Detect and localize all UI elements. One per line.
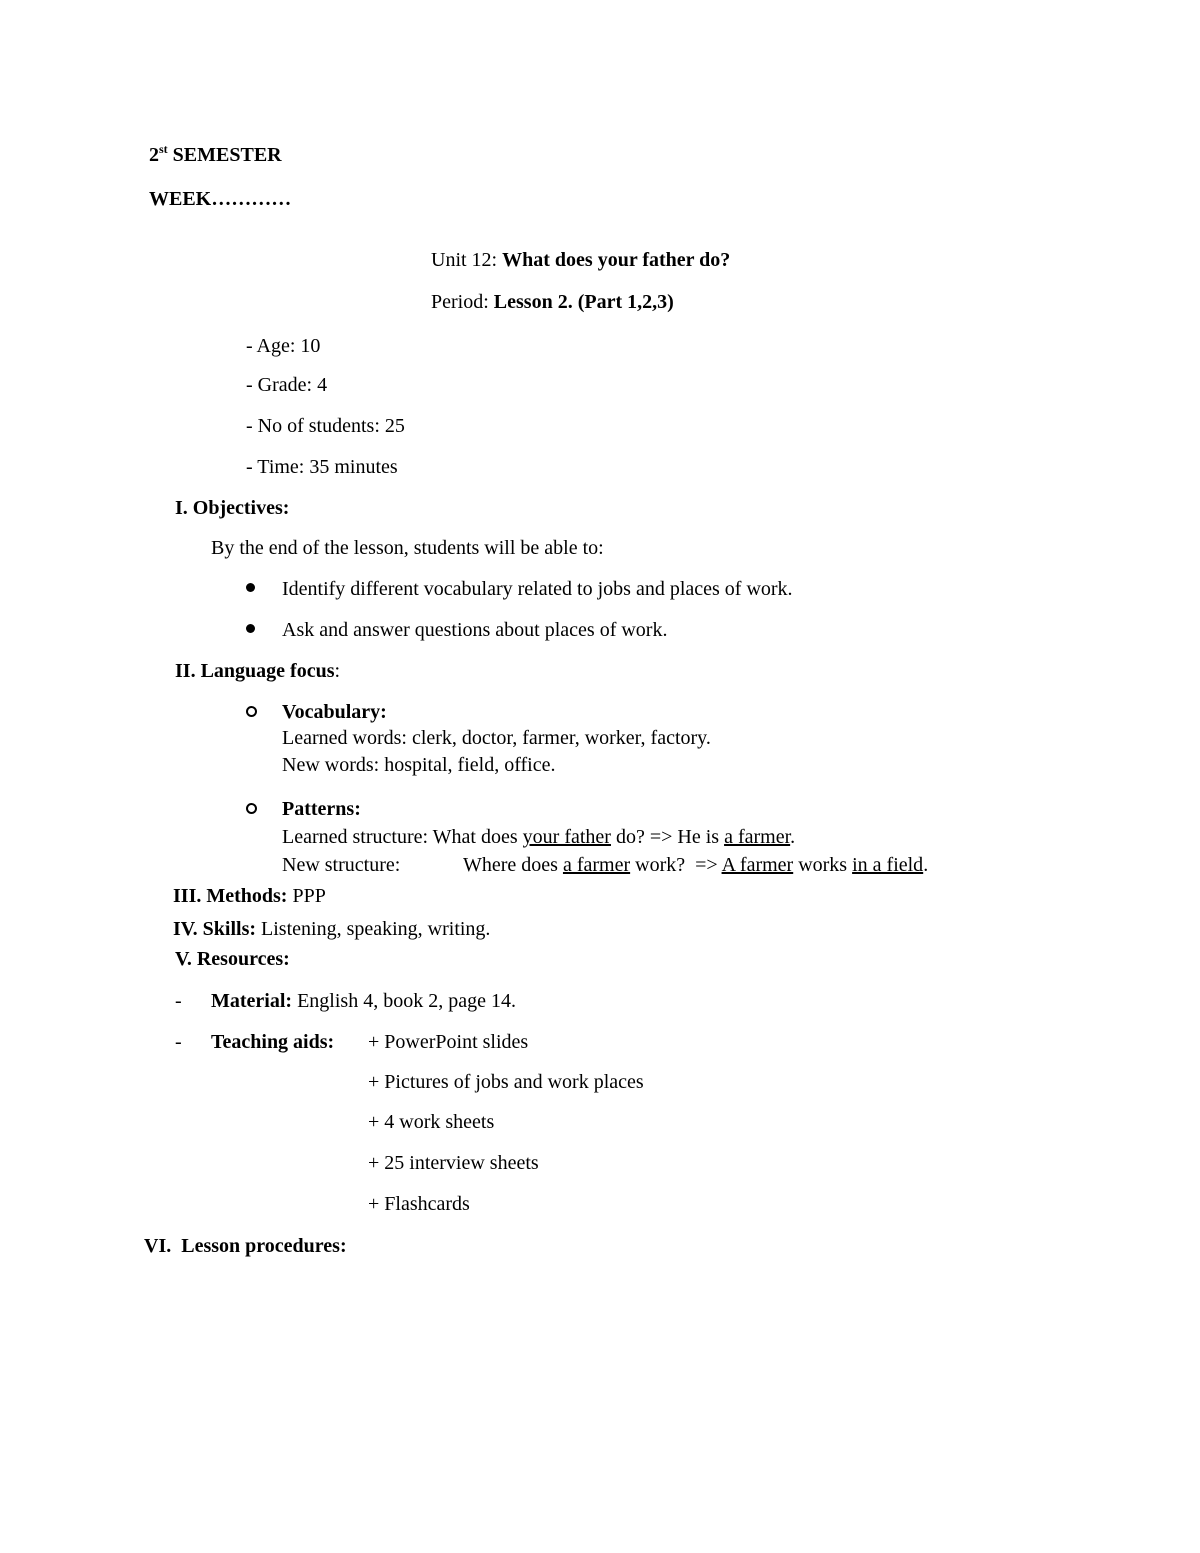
patterns-new-label: New structure: [282,854,401,876]
period-title [431,290,674,314]
semester-label: SEMESTER [167,144,282,166]
info-time: - Time: 35 minutes [246,456,398,478]
teaching-aid-item: + 25 interview sheets [368,1152,539,1174]
methods-line: III. Methods: PPP [173,885,326,907]
language-focus-heading: II. Language focus: [175,660,341,682]
patterns-learned: Learned structure: What does your father do? => He is a farmer. [282,826,796,848]
patterns-new: Where does a farmer work? => A farmer works in a field. [463,854,929,876]
teaching-aid-item: + PowerPoint slides [368,1031,529,1053]
bullet-circle-icon [246,706,257,717]
teaching-aid-item: + 4 work sheets [368,1111,495,1133]
unit-title [431,248,730,272]
teaching-aid-item: + Flashcards [368,1193,470,1215]
resources-heading: V. Resources: [175,948,290,970]
objective-item: Identify different vocabulary related to jobs and places of work. [282,578,793,600]
semester-number: 2 [149,144,159,166]
info-grade: - Grade: 4 [246,374,328,396]
week-heading [149,187,291,211]
objective-item: Ask and answer questions about places of work. [282,619,668,641]
week-label: WEEK………… [149,188,292,210]
bullet-circle-icon [246,803,257,814]
vocabulary-learned: Learned words: clerk, doctor, farmer, worker, factory. [282,727,711,749]
vocabulary-label: Vocabulary: [282,701,387,723]
dash: - [175,1031,182,1053]
bullet-dot-icon [246,624,255,633]
vocabulary-new: New words: hospital, field, office. [282,754,556,776]
period-prefix: Period: [431,291,494,313]
objectives-intro: By the end of the lesson, students will be able to: [211,537,604,559]
semester-suffix: st [159,142,168,156]
teaching-aids-label: Teaching aids: [211,1031,335,1053]
material-line: Material: English 4, book 2, page 14. [211,990,516,1012]
dash: - [175,990,182,1012]
info-age: - Age: 10 [246,335,321,357]
info-students: - No of students: 25 [246,415,405,437]
semester-heading [149,143,282,167]
bullet-dot-icon [246,583,255,592]
skills-line: IV. Skills: Listening, speaking, writing. [173,918,491,940]
teaching-aid-item: + Pictures of jobs and work places [368,1071,644,1093]
patterns-label: Patterns: [282,798,361,820]
objectives-heading: I. Objectives: [175,497,290,519]
period-name: Lesson 2. (Part 1,2,3) [493,291,674,313]
procedures-heading: VI. Lesson procedures: [144,1235,347,1257]
unit-name: What does your father do? [502,249,731,271]
unit-prefix: Unit 12: [431,249,503,271]
